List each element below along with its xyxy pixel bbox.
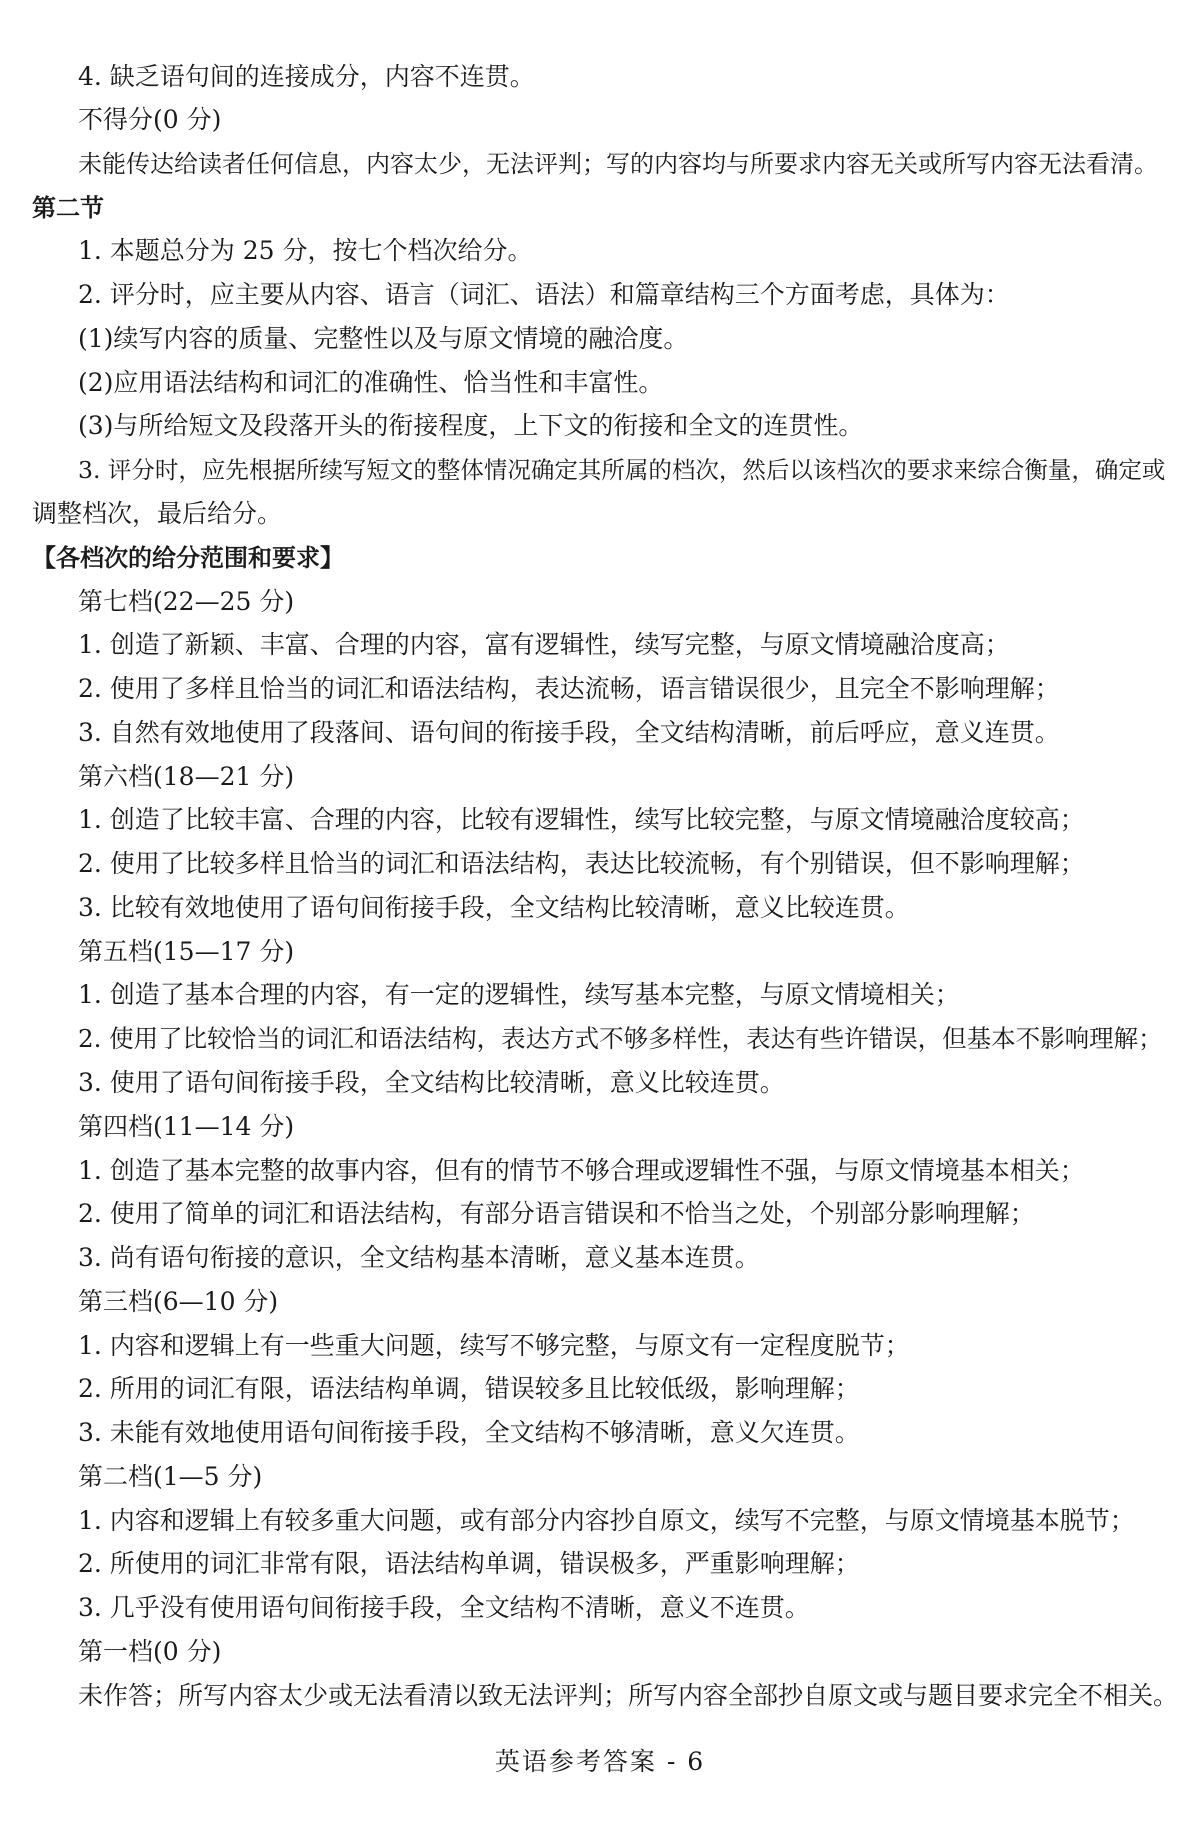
band-6-item-3: 3. 比较有效地使用了语句间衔接手段，全文结构比较清晰，意义比较连贯。 xyxy=(78,893,910,922)
rule-2: 2. 评分时，应主要从内容、语言（词汇、语法）和篇章结构三个方面考虑，具体为： xyxy=(78,280,1010,309)
bands-heading: 【各档次的给分范围和要求】 xyxy=(32,544,344,572)
no-score-label: 不得分(0 分) xyxy=(78,105,222,134)
band-7-item-2: 2. 使用了多样且恰当的词汇和语法结构，表达流畅，语言错误很少，且完全不影响理解； xyxy=(78,674,1060,703)
band-3-title: 第三档(6—10 分) xyxy=(78,1287,279,1316)
band-3-item-2: 2. 所用的词汇有限，语法结构单调，错误较多且比较低级，影响理解； xyxy=(78,1374,860,1403)
band-5-item-3: 3. 使用了语句间衔接手段，全文结构比较清晰，意义比较连贯。 xyxy=(78,1068,785,1097)
band-2-item-1: 1. 内容和逻辑上有较多重大问题，或有部分内容抄自原文，续写不完整，与原文情境基本脱节； xyxy=(78,1506,1135,1535)
band-7-title: 第七档(22—25 分) xyxy=(78,587,295,616)
band-3-item-1: 1. 内容和逻辑上有一些重大问题，续写不够完整，与原文有一定程度脱节； xyxy=(78,1331,910,1360)
band-1-title: 第一档(0 分) xyxy=(78,1637,222,1666)
sub-rule-1: (1)续写内容的质量、完整性以及与原文情境的融洽度。 xyxy=(78,324,689,353)
sub-rule-2: (2)应用语法结构和词汇的准确性、恰当性和丰富性。 xyxy=(78,368,664,397)
band-7-item-1: 1. 创造了新颖、丰富、合理的内容，富有逻辑性，续写完整，与原文情境融洽度高； xyxy=(78,630,1010,659)
rule-3-line-1: 3. 评分时，应先根据所续写短文的整体情况确定其所属的档次，然后以该档次的要求来综合衡量，确定或 xyxy=(78,456,1166,484)
section-2-heading: 第二节 xyxy=(32,194,104,222)
page-footer: 英语参考答案 - 6 xyxy=(494,1747,706,1776)
no-score-description: 未能传达给读者任何信息，内容太少，无法评判；写的内容均与所要求内容无关或所写内容无法看清。 xyxy=(78,150,1158,178)
band-4-title: 第四档(11—14 分) xyxy=(78,1112,295,1141)
band-3-item-3: 3. 未能有效地使用语句间衔接手段，全文结构不够清晰，意义欠连贯。 xyxy=(78,1418,860,1447)
rule-1: 1. 本题总分为 25 分，按七个档次给分。 xyxy=(78,236,533,265)
band-4-item-2: 2. 使用了简单的词汇和语法结构，有部分语言错误和不恰当之处，个别部分影响理解； xyxy=(78,1199,1035,1228)
band-4-item-1: 1. 创造了基本完整的故事内容，但有的情节不够合理或逻辑性不强，与原文情境基本相关； xyxy=(78,1156,1085,1185)
sub-rule-3: (3)与所给短文及段落开头的衔接程度，上下文的衔接和全文的连贯性。 xyxy=(78,411,864,440)
band-5-item-1: 1. 创造了基本合理的内容，有一定的逻辑性，续写基本完整，与原文情境相关； xyxy=(78,980,960,1009)
band-6-title: 第六档(18—21 分) xyxy=(78,762,295,791)
band-5-item-2: 2. 使用了比较恰当的词汇和语法结构，表达方式不够多样性，表达有些许错误，但基本不影响理解； xyxy=(78,1024,1163,1053)
band-6-item-2: 2. 使用了比较多样且恰当的词汇和语法结构，表达比较流畅，有个别错误，但不影响理解； xyxy=(78,849,1085,878)
band-1-item-1: 未作答；所写内容太少或无法看清以致无法评判；所写内容全部抄自原文或与题目要求完全不相关。 xyxy=(78,1681,1179,1710)
band-2-item-2: 2. 所使用的词汇非常有限，语法结构单调，错误极多，严重影响理解； xyxy=(78,1549,860,1578)
band-5-title: 第五档(15—17 分) xyxy=(78,937,295,966)
band-4-item-3: 3. 尚有语句衔接的意识，全文结构基本清晰，意义基本连贯。 xyxy=(78,1243,760,1272)
criteria-item-4: 4. 缺乏语句间的连接成分，内容不连贯。 xyxy=(78,62,535,91)
band-6-item-1: 1. 创造了比较丰富、合理的内容，比较有逻辑性，续写比较完整，与原文情境融洽度较高； xyxy=(78,805,1085,834)
band-2-title: 第二档(1—5 分) xyxy=(78,1462,263,1491)
band-2-item-3: 3. 几乎没有使用语句间衔接手段，全文结构不清晰，意义不连贯。 xyxy=(78,1593,810,1622)
rule-3-line-2: 调整档次，最后给分。 xyxy=(32,499,283,528)
band-7-item-3: 3. 自然有效地使用了段落间、语句间的衔接手段，全文结构清晰，前后呼应，意义连贯。 xyxy=(78,718,1060,747)
